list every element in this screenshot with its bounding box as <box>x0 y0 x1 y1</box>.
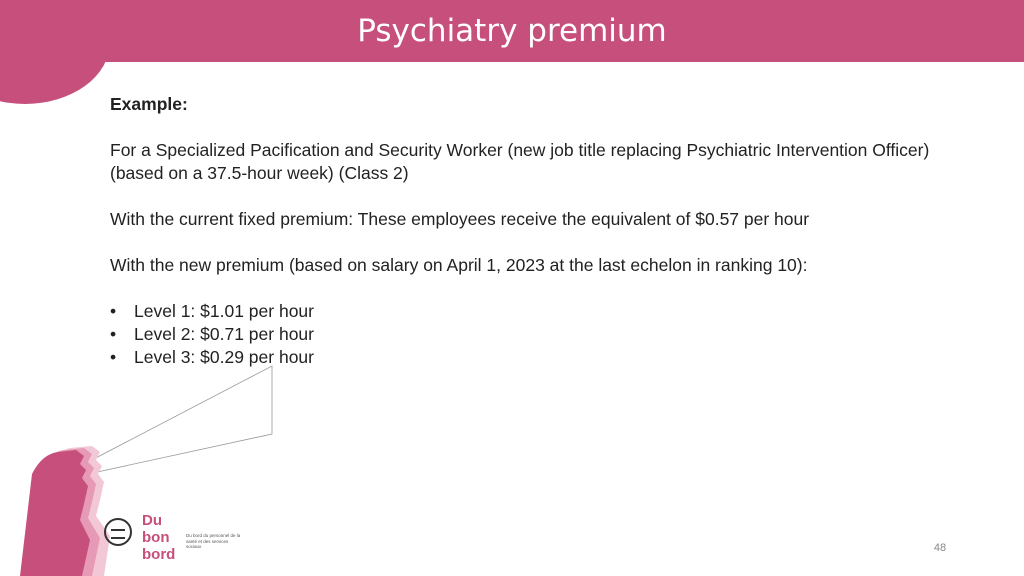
silhouette-front <box>20 450 90 576</box>
example-heading: Example: <box>110 94 188 114</box>
paragraph-current-premium: With the current fixed premium: These employees receive the equivalent of $0.57 per hour <box>110 209 810 229</box>
list-item-level-2: • Level 2: $0.71 per hour <box>110 323 970 346</box>
du-bon-bord-logo <box>104 512 244 563</box>
paragraph-new-premium: With the new premium (based on salary on April 1, 2023 at the last echelon in ranking 10): <box>110 255 808 275</box>
list-item-level-1: • Level 1: $1.01 per hour <box>110 300 970 323</box>
megaphone-stripes-icon <box>104 518 132 546</box>
light-beam-shape <box>88 366 272 474</box>
logo-wordmark: Du bon bord <box>142 512 176 563</box>
logo-tagline: Du bord du personnel de la santé et des services sociaux <box>186 533 241 549</box>
paragraph-job-title: For a Specialized Pacification and Security Worker (new job title replacing Psychiatric Intervention Officer) (based on a 37.5-hour week) (Class 2) <box>110 140 930 183</box>
page-number: 48 <box>933 542 947 554</box>
list-item-level-3: • Level 3: $0.29 per hour <box>110 346 970 369</box>
slide-title: Psychiatry premium <box>357 13 667 49</box>
